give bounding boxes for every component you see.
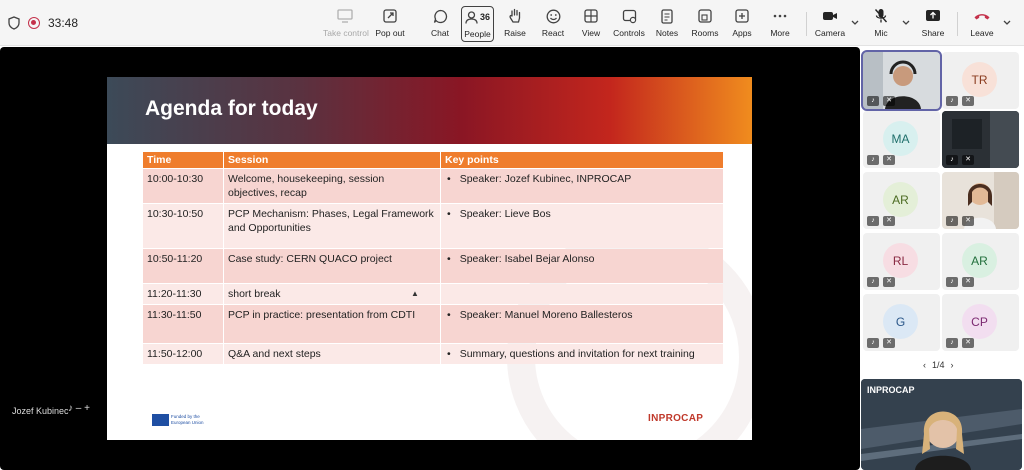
share-icon xyxy=(925,9,941,23)
pop-out-label: Pop out xyxy=(375,28,405,38)
participant-tile[interactable] xyxy=(942,111,1019,168)
participant-tile[interactable] xyxy=(863,111,940,168)
agenda-row xyxy=(143,169,723,203)
eu-flag-icon xyxy=(152,414,169,426)
participant-gallery xyxy=(861,47,1024,470)
more-button[interactable] xyxy=(758,6,802,42)
avatar: MA xyxy=(883,121,918,156)
agenda-key-point-text: • Summary, questions and invitation for next training xyxy=(445,348,695,360)
agenda-table xyxy=(142,151,724,365)
participant-status-icon: ♪ xyxy=(946,155,958,165)
agenda-key-point-text: • Speaker: Lieve Bos xyxy=(445,208,551,220)
tile-status xyxy=(867,277,895,287)
participant-status-icon: ♪ xyxy=(867,277,879,287)
mic-off-icon: ✕ xyxy=(962,277,974,287)
agenda-time: 11:50-12:00 xyxy=(143,344,223,364)
raise-label: Raise xyxy=(504,28,526,38)
tile-status xyxy=(867,96,895,106)
people-label: People xyxy=(464,29,491,39)
agenda-time: 10:50-11:20 xyxy=(143,249,223,283)
agenda-key-point-text: • Speaker: Manuel Moreno Ballesteros xyxy=(445,309,632,321)
agenda-session: PCP Mechanism: Phases, Legal Framework and Opportunities xyxy=(224,204,440,248)
agenda-key-point xyxy=(441,249,723,283)
participant-tile[interactable] xyxy=(863,172,940,229)
mic-off-icon: ✕ xyxy=(883,277,895,287)
featured-video-tile[interactable] xyxy=(861,379,1022,470)
toolbar-divider-2 xyxy=(957,12,958,36)
agenda-header-row xyxy=(143,152,723,168)
participant-tile[interactable] xyxy=(863,233,940,290)
agenda-key-point xyxy=(441,305,723,343)
notes-icon xyxy=(661,9,673,24)
toolbar-divider xyxy=(806,12,807,36)
view-label: View xyxy=(581,28,601,38)
chat-icon xyxy=(433,9,448,24)
agenda-time: 11:20-11:30 xyxy=(143,284,223,304)
tile-status xyxy=(946,96,974,106)
slide-title: Agenda for today xyxy=(145,97,318,120)
share-button[interactable] xyxy=(911,6,955,42)
plus-icon[interactable]: + xyxy=(84,403,90,414)
mic-off-icon: ✕ xyxy=(883,155,895,165)
take-control-label: Take control xyxy=(323,28,369,38)
presenter-controls[interactable] xyxy=(68,403,90,414)
gallery-pager xyxy=(917,360,960,370)
agenda-key-point-text: • Speaker: Isabel Bejar Alonso xyxy=(445,253,595,265)
gear-icon xyxy=(622,9,637,24)
mic-button[interactable] xyxy=(859,6,903,42)
pop-out-button[interactable] xyxy=(368,6,412,42)
agenda-session: Case study: CERN QUACO project xyxy=(224,249,440,283)
mic-off-icon: ✕ xyxy=(883,216,895,226)
agenda-time: 10:30-10:50 xyxy=(143,204,223,248)
participant-tile[interactable] xyxy=(942,294,1019,351)
screen-share-icon xyxy=(337,9,353,23)
phone-hangup-icon xyxy=(973,11,991,21)
chat-label: Chat xyxy=(431,28,449,38)
tile-status xyxy=(867,216,895,226)
agenda-session: short break xyxy=(224,284,440,304)
session-column-header: Session xyxy=(224,152,440,168)
meeting-toolbar xyxy=(0,0,1024,46)
smiley-icon xyxy=(546,9,561,24)
agenda-row xyxy=(143,249,723,283)
avatar: TR xyxy=(962,62,997,97)
tile-status xyxy=(867,155,895,165)
agenda-key-point xyxy=(441,344,723,364)
people-button[interactable] xyxy=(461,6,494,42)
participant-tile[interactable] xyxy=(942,233,1019,290)
controls-label: Controls xyxy=(613,28,645,38)
tile-status xyxy=(946,216,974,226)
plus-icon xyxy=(735,9,749,23)
participant-tile[interactable] xyxy=(942,52,1019,109)
hand-icon xyxy=(508,8,522,24)
mic-off-icon xyxy=(874,8,888,24)
chevron-left-icon[interactable]: ‹ xyxy=(923,360,926,370)
participant-tile[interactable] xyxy=(863,52,940,109)
share-label: Share xyxy=(921,28,945,38)
participant-status-icon: ♪ xyxy=(946,96,958,106)
camera-button[interactable] xyxy=(808,6,852,42)
people-count: 36 xyxy=(479,12,490,22)
presentation-slide xyxy=(107,77,752,440)
more-label: More xyxy=(770,28,790,38)
mouse-cursor-icon: ▲ xyxy=(411,289,419,298)
key-points-column-header: Key points xyxy=(441,152,723,168)
agenda-row xyxy=(143,344,723,364)
chat-button[interactable] xyxy=(418,6,462,42)
people-icon xyxy=(465,11,478,24)
tile-status xyxy=(946,277,974,287)
mic-off-icon: ✕ xyxy=(962,216,974,226)
agenda-session: Q&A and next steps xyxy=(224,344,440,364)
mic-off-icon: ✕ xyxy=(883,338,895,348)
participant-status-icon: ♪ xyxy=(946,338,958,348)
avatar: AR xyxy=(962,243,997,278)
recording-icon xyxy=(28,17,40,29)
apps-label: Apps xyxy=(732,28,752,38)
participant-status-icon: ♪ xyxy=(867,216,879,226)
avatar: CP xyxy=(962,304,997,339)
mic-off-icon: ✕ xyxy=(962,338,974,348)
minus-icon[interactable]: – xyxy=(75,403,82,414)
participant-status-icon: ♪ xyxy=(867,155,879,165)
participant-tile[interactable] xyxy=(863,294,940,351)
avatar: RL xyxy=(883,243,918,278)
tile-status xyxy=(867,338,895,348)
leave-button[interactable] xyxy=(960,6,1004,42)
pop-out-icon xyxy=(383,9,397,23)
agenda-key-point xyxy=(441,204,723,248)
take-control-button[interactable] xyxy=(323,6,367,42)
agenda-row xyxy=(143,305,723,343)
camera-label: Camera xyxy=(814,28,846,38)
leave-options-chevron-icon[interactable] xyxy=(1002,17,1012,27)
agenda-key-point xyxy=(441,169,723,203)
participant-status-icon: ♪ xyxy=(867,96,879,106)
page-indicator: 1/4 xyxy=(932,360,945,370)
mic-off-icon: ✕ xyxy=(962,96,974,106)
react-label: React xyxy=(541,28,565,38)
avatar: G xyxy=(883,304,918,339)
camera-icon xyxy=(822,10,838,22)
notes-label: Notes xyxy=(655,28,679,38)
grid-icon xyxy=(584,9,598,23)
tile-status xyxy=(946,155,974,165)
rooms-icon xyxy=(698,9,712,23)
mic-off-icon: ✕ xyxy=(962,155,974,165)
agenda-time: 11:30-11:50 xyxy=(143,305,223,343)
agenda-key-point-text: • Speaker: Jozef Kubinec, INPROCAP xyxy=(445,173,631,185)
eu-funding-text: Funded by the European Union xyxy=(171,414,204,425)
agenda-session: PCP in practice: presentation from CDTI xyxy=(224,305,440,343)
ellipsis-icon xyxy=(773,14,787,18)
shield-icon[interactable] xyxy=(8,16,20,30)
rooms-label: Rooms xyxy=(691,28,719,38)
leave-label: Leave xyxy=(970,28,994,38)
mic-label: Mic xyxy=(874,28,888,38)
presenter-name: Jozef Kubinec xyxy=(12,406,69,416)
time-column-header: Time xyxy=(143,152,223,168)
meeting-timer: 33:48 xyxy=(48,16,79,30)
participant-status-icon: ♪ xyxy=(946,216,958,226)
participant-tile[interactable] xyxy=(942,172,1019,229)
participant-status-icon: ♪ xyxy=(867,338,879,348)
agenda-row xyxy=(143,204,723,248)
mic-options-chevron-icon[interactable] xyxy=(901,17,911,27)
tile-status xyxy=(946,338,974,348)
inprocap-logo: INPROCAP xyxy=(648,413,704,424)
agenda-key-point xyxy=(441,284,723,304)
agenda-time: 10:00-10:30 xyxy=(143,169,223,203)
presenter-status-icon: ♪ xyxy=(68,403,73,414)
participant-status-icon: ♪ xyxy=(946,277,958,287)
avatar: AR xyxy=(883,182,918,217)
featured-video-label: INPROCAP xyxy=(867,385,915,395)
agenda-session: Welcome, housekeeping, session objectives, recap xyxy=(224,169,440,203)
agenda-row xyxy=(143,284,723,304)
mic-off-icon: ✕ xyxy=(883,96,895,106)
chevron-right-icon[interactable]: › xyxy=(950,360,954,370)
